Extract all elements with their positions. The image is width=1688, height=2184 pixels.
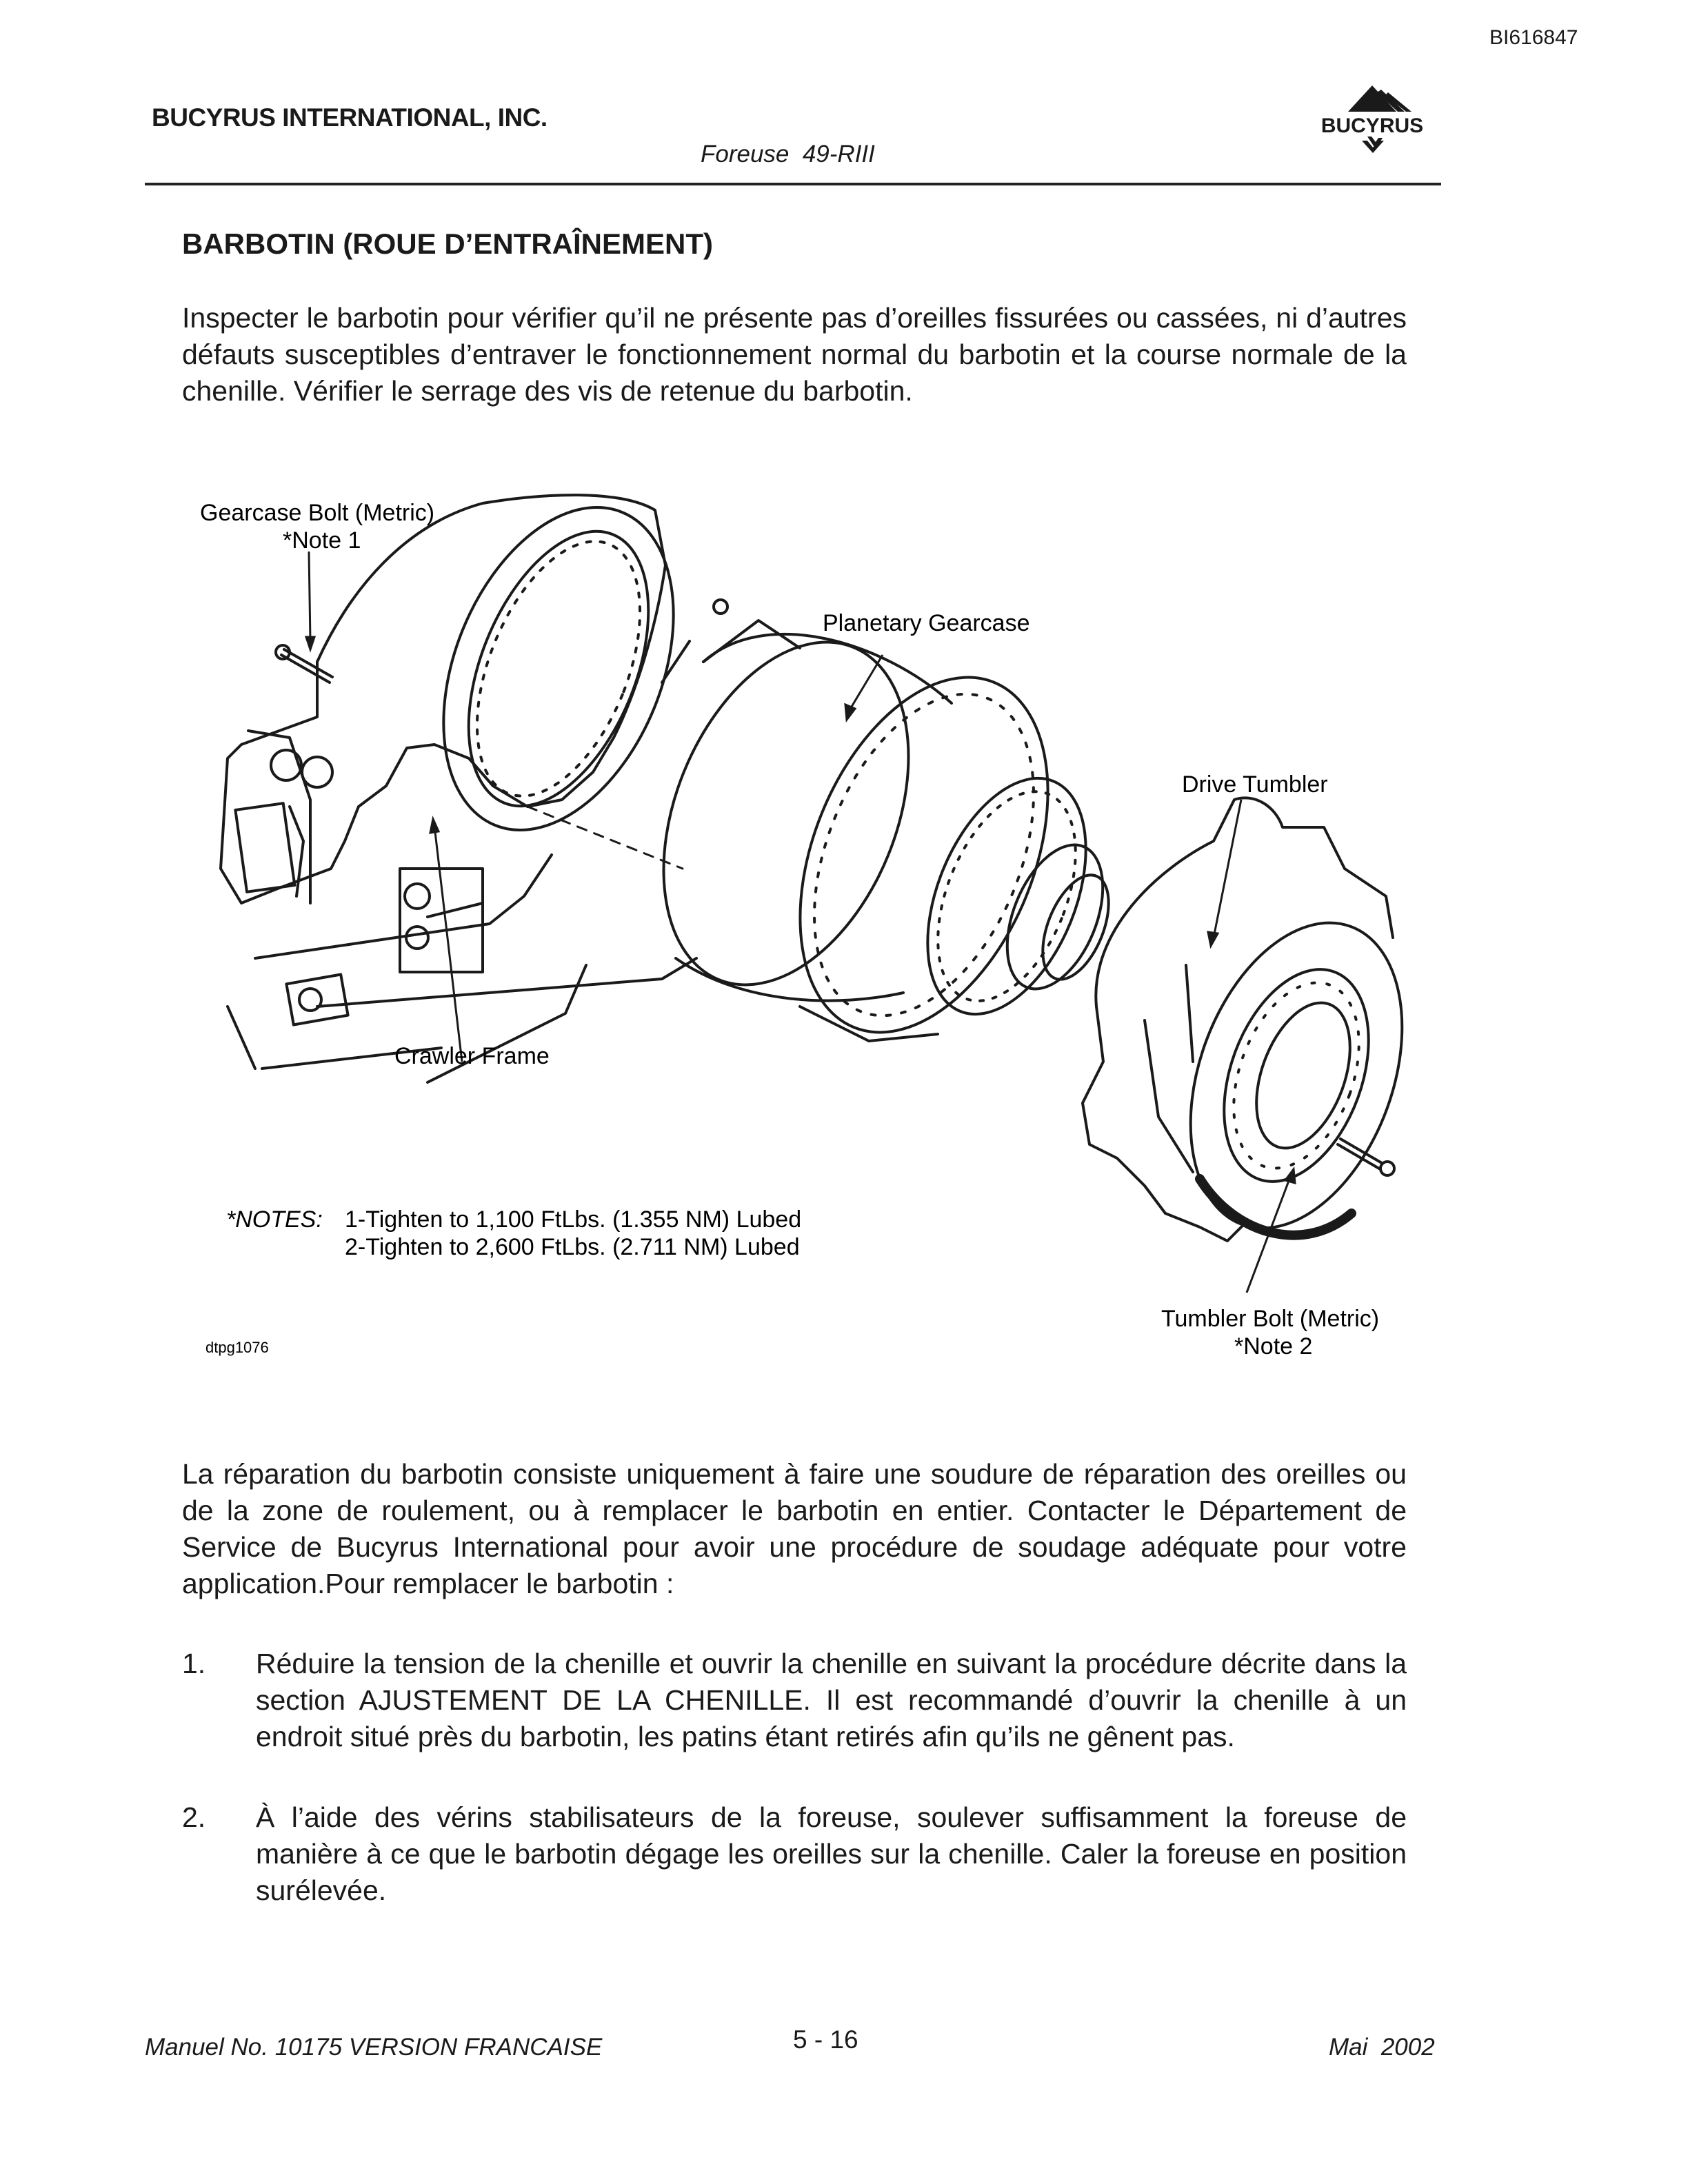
label-gearcase-bolt: Gearcase Bolt (Metric) — [200, 500, 435, 526]
step-number: 2. — [182, 1801, 206, 1833]
header-rule — [145, 183, 1441, 185]
company-name: BUCYRUS INTERNATIONAL, INC. — [152, 103, 547, 132]
section-heading: BARBOTIN (ROUE D’ENTRAÎNEMENT) — [182, 228, 713, 260]
planetary-gearcase-drawing — [616, 600, 1122, 1069]
step-number: 1. — [182, 1648, 206, 1679]
logo-text: BUCYRUS — [1320, 114, 1424, 137]
tumbler-bolt-drawing — [1338, 1139, 1394, 1175]
step-text: Réduire la tension de la chenille et ouvrir la chenille en suivant la procédure décrite dans la section AJUSTEMENT DE LA CHENILLE. Il est recommandé d’ouvrir la chenille à un endroit situé près du barbotin, les patins étant retirés afin qu’ils ne gênent pas. — [256, 1648, 1407, 1752]
label-crawler-frame: Crawler Frame — [394, 1043, 550, 1069]
notes-prefix: *NOTES: — [226, 1206, 323, 1233]
drive-tumbler-drawing — [1083, 798, 1420, 1257]
footer-date: Mai 2002 — [1329, 2034, 1435, 2061]
intro-paragraph: Inspecter le barbotin pour vérifier qu’il ne présente pas d’oreilles fissurées ou cassées, ni d’autres défauts susceptibles d’entraver le fonctionnement normal du barbotin et la course normale de la chenille. Vérifier le serrage des vis de retenue du barbotin. — [182, 302, 1407, 407]
step-text: À l’aide des vérins stabilisateurs de la foreuse, soulever suffisamment la foreuse de manière à ce que le barbotin dégage les oreilles sur la chenille. Caler la foreuse en position surélevée. — [256, 1801, 1407, 1906]
note-2: 2-Tighten to 2,600 FtLbs. (2.711 NM) Lubed — [345, 1234, 800, 1260]
label-tumbler-bolt: Tumbler Bolt (Metric) — [1161, 1306, 1380, 1332]
label-drive-tumbler: Drive Tumbler — [1182, 771, 1328, 798]
document-id: BI616847 — [1489, 26, 1578, 49]
label-tumbler-bolt-note: *Note 2 — [1234, 1333, 1313, 1359]
note-1: 1-Tighten to 1,100 FtLbs. (1.355 NM) Lubed — [345, 1206, 802, 1233]
footer-page-number: 5 - 16 — [793, 2025, 858, 2054]
bucyrus-logo — [1307, 83, 1438, 165]
label-planetary-gearcase: Planetary Gearcase — [823, 610, 1030, 636]
label-gearcase-bolt-note: *Note 1 — [283, 527, 361, 554]
figure-code: dtpg1076 — [205, 1339, 269, 1356]
frame-ring-drawing — [399, 483, 718, 864]
document-subtitle: Foreuse 49-RIII — [701, 141, 875, 168]
exploded-view-diagram — [179, 483, 1420, 1379]
footer-manual-number: Manuel No. 10175 VERSION FRANCAISE — [145, 2034, 603, 2061]
repair-paragraph: La réparation du barbotin consiste uniquement à faire une soudure de réparation des oreilles ou de la zone de roulement, ou à remplacer le barbotin en entier. Contacter le Département de Service de Bucyrus International pour avoir une procédure de soudage adéquate pour votre application.Pour remplacer le barbotin : — [182, 1458, 1407, 1599]
